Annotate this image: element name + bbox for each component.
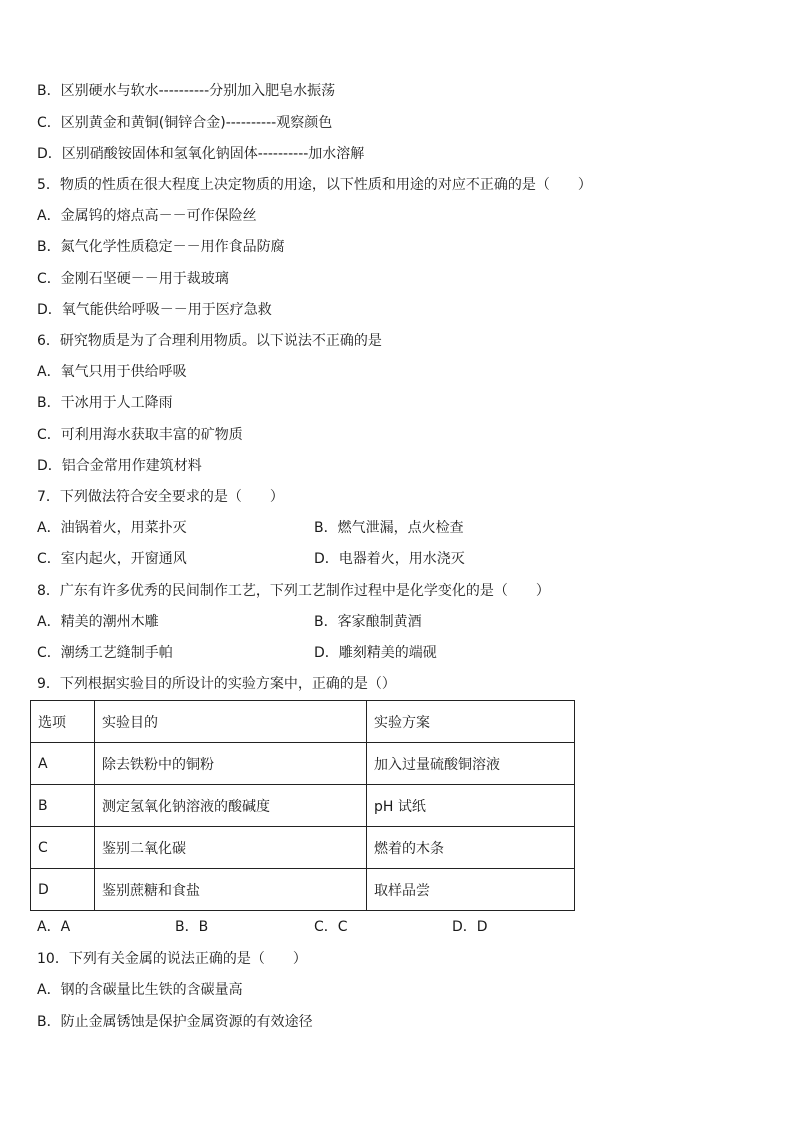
q10-option-b: B．防止金属锈蚀是保护金属资源的有效途径 <box>37 1014 313 1030</box>
row-purpose: 鉴别蔗糖和食盐 <box>95 869 367 911</box>
row-option: C <box>31 827 95 869</box>
q9-option-b: B．B <box>175 919 209 935</box>
q6-stem: 6．研究物质是为了合理利用物质。以下说法不正确的是 <box>37 333 382 349</box>
q6-option-c: C．可利用海水获取丰富的矿物质 <box>37 427 243 443</box>
row-plan: 取样品尝 <box>367 869 575 911</box>
q5-option-c: C．金刚石坚硬－－用于裁玻璃 <box>37 271 229 287</box>
table-row <box>31 869 575 911</box>
q7-option-d: D．电器着火，用水浇灭 <box>314 551 465 567</box>
q7-option-a: A．油锅着火，用菜扑灭 <box>37 520 187 536</box>
q9-option-d: D．D <box>452 919 488 935</box>
q9-option-a: A．A <box>37 919 71 935</box>
q6-option-d: D．铝合金常用作建筑材料 <box>37 458 202 474</box>
q6-option-a: A．氧气只用于供给呼吸 <box>37 364 187 380</box>
row-option: D <box>31 869 95 911</box>
table-row <box>31 827 575 869</box>
row-plan: 加入过量硫酸铜溶液 <box>367 743 575 785</box>
q8-option-a: A．精美的潮州木雕 <box>37 614 159 630</box>
q10-stem: 10．下列有关金属的说法正确的是（ ） <box>37 951 307 967</box>
q5-stem: 5．物质的性质在很大程度上决定物质的用途，以下性质和用途的对应不正确的是（ ） <box>37 177 592 193</box>
header-option: 选项 <box>31 701 95 743</box>
q4-option-b: B．区别硬水与软水----------分别加入肥皂水振荡 <box>37 83 336 99</box>
header-plan: 实验方案 <box>367 701 575 743</box>
q4-option-d: D．区别硝酸铵固体和氢氧化钠固体----------加水溶解 <box>37 146 365 162</box>
header-purpose: 实验目的 <box>95 701 367 743</box>
q6-option-b: B．干冰用于人工降雨 <box>37 395 173 411</box>
q7-option-b: B．燃气泄漏，点火检查 <box>314 520 464 536</box>
q7-stem: 7．下列做法符合安全要求的是（ ） <box>37 489 284 505</box>
table-row <box>31 743 575 785</box>
row-purpose: 鉴别二氧化碳 <box>95 827 367 869</box>
q4-option-c: C．区别黄金和黄铜(铜锌合金)----------观察颜色 <box>37 115 333 131</box>
row-plan: 燃着的木条 <box>367 827 575 869</box>
q10-option-a: A．钢的含碳量比生铁的含碳量高 <box>37 982 243 998</box>
experiment-plan-table <box>30 700 575 911</box>
row-option: A <box>31 743 95 785</box>
q5-option-b: B．氮气化学性质稳定－－用作食品防腐 <box>37 239 285 255</box>
q9-stem: 9．下列根据实验目的所设计的实验方案中，正确的是（） <box>37 676 396 692</box>
q8-option-b: B．客家酿制黄酒 <box>314 614 422 630</box>
table-row <box>31 785 575 827</box>
row-purpose: 除去铁粉中的铜粉 <box>95 743 367 785</box>
q5-option-a: A．金属钨的熔点高－－可作保险丝 <box>37 208 257 224</box>
row-plan: pH 试纸 <box>367 785 575 827</box>
table-header-row <box>31 701 575 743</box>
row-option: B <box>31 785 95 827</box>
q9-option-c: C．C <box>314 919 348 935</box>
q7-option-c: C．室内起火，开窗通风 <box>37 551 187 567</box>
row-purpose: 测定氢氧化钠溶液的酸碱度 <box>95 785 367 827</box>
q8-stem: 8．广东有许多优秀的民间制作工艺，下列工艺制作过程中是化学变化的是（ ） <box>37 583 550 599</box>
q8-option-c: C．潮绣工艺缝制手帕 <box>37 645 173 661</box>
q8-option-d: D．雕刻精美的端砚 <box>314 645 437 661</box>
q5-option-d: D．氧气能供给呼吸－－用于医疗急救 <box>37 302 272 318</box>
